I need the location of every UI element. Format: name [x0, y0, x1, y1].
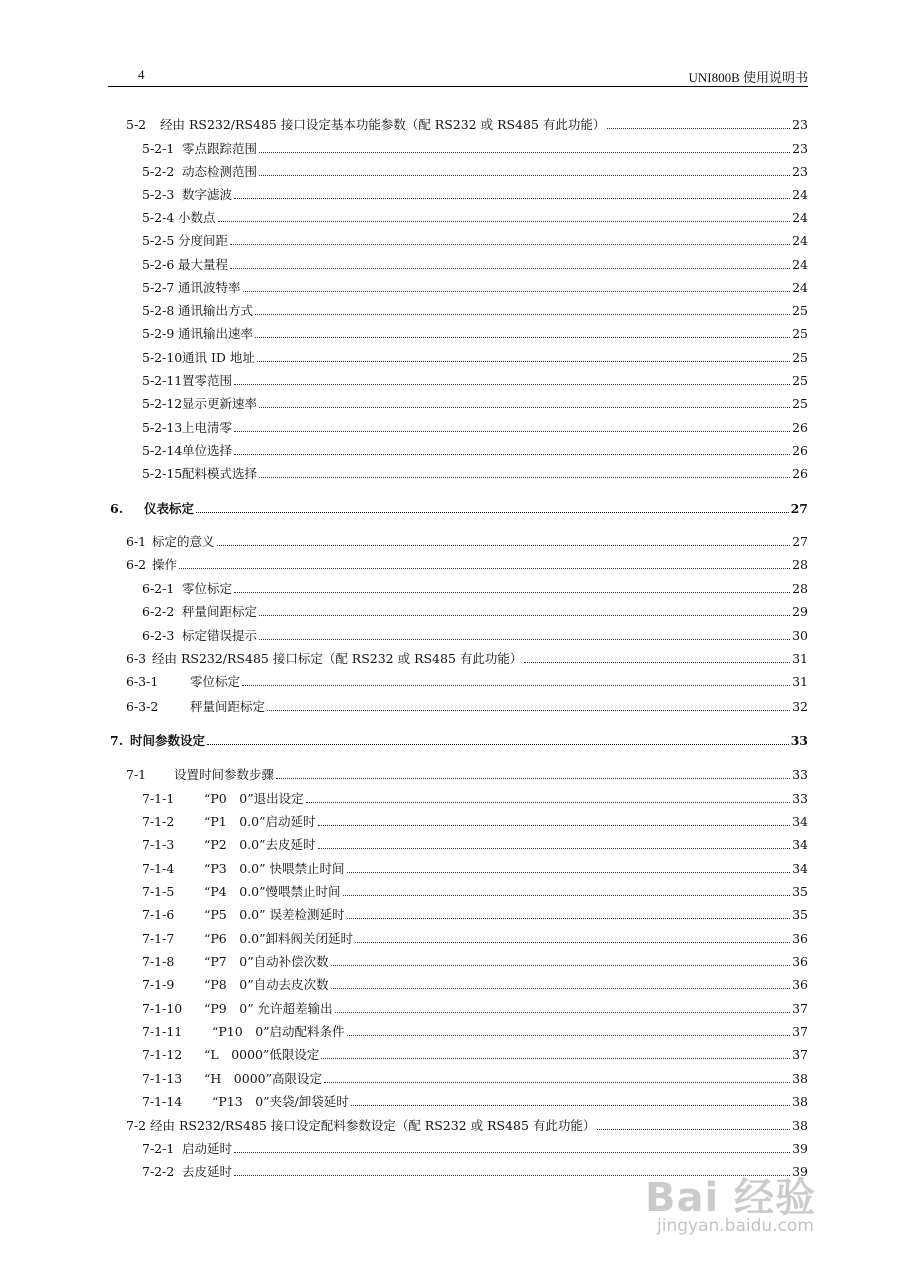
toc-entry-page: 31 [792, 651, 808, 666]
toc-entry-number: 7-1 [126, 767, 147, 782]
toc-entry[interactable] [142, 857, 808, 877]
toc-entry-page: 34 [792, 837, 808, 852]
toc-entry-title: 零点跟踪范围 [182, 141, 258, 156]
toc-entry-page: 31 [792, 674, 808, 689]
toc-entry[interactable] [126, 763, 808, 783]
toc-entry-page: 39 [792, 1141, 808, 1156]
toc-entry-number: 7-1-9 [142, 977, 175, 992]
toc-entry-number: 7-1-7 [142, 931, 175, 946]
toc-entry-title: “P10 0”启动配料条件 [212, 1024, 345, 1039]
toc-entry-number: 5-2-6 [142, 257, 175, 272]
toc-entry-page: 25 [792, 350, 808, 365]
toc-entry[interactable] [142, 1090, 808, 1110]
toc-entry-title: “P4 0.0”慢喂禁止时间 [204, 884, 341, 899]
toc-entry-page: 26 [792, 466, 808, 481]
toc-entry-page: 39 [792, 1164, 808, 1179]
toc-entry[interactable] [142, 833, 808, 853]
toc-entry-page: 24 [792, 210, 808, 225]
toc-entry-page: 24 [792, 187, 808, 202]
toc-entry-title: “P5 0.0” 误差检测延时 [204, 907, 345, 922]
dot-leader [524, 662, 790, 663]
toc-entry[interactable] [142, 600, 808, 620]
toc-entry-title: 小数点 [178, 210, 216, 225]
toc-entry-title: 时间参数设定 [130, 733, 206, 748]
toc-entry-page: 38 [792, 1071, 808, 1086]
dot-leader [234, 1152, 790, 1153]
toc-entry-page: 34 [792, 814, 808, 829]
toc-entry[interactable] [142, 137, 808, 157]
toc-entry[interactable] [142, 973, 808, 993]
toc-entry[interactable] [142, 462, 808, 482]
toc-entry[interactable] [126, 113, 808, 133]
dot-leader [351, 1105, 790, 1106]
dot-leader [318, 825, 790, 826]
toc-entry-number: 6-3-2 [126, 699, 159, 714]
toc-entry-number: 5-2-13 [142, 420, 183, 435]
toc-entry-title: 显示更新速率 [182, 396, 258, 411]
toc-entry-title: 上电清零 [182, 420, 233, 435]
toc-entry-number: 7-1-14 [142, 1094, 183, 1109]
dot-leader [259, 477, 790, 478]
toc-entry-number: 5-2-15 [142, 466, 183, 481]
toc-entry[interactable] [142, 439, 808, 459]
dot-leader [230, 244, 790, 245]
toc-entry-page: 36 [792, 931, 808, 946]
dot-leader [306, 802, 790, 803]
toc-entry[interactable] [126, 695, 808, 715]
toc-entry-page: 26 [792, 420, 808, 435]
toc-entry[interactable] [126, 670, 808, 690]
toc-entry-title: 经由 RS232/RS485 接口设定配料参数设定（配 RS232 或 RS485 有此功能） [150, 1118, 596, 1133]
toc-entry-page: 25 [792, 396, 808, 411]
toc-entry-page: 37 [792, 1001, 808, 1016]
dot-leader [607, 128, 790, 129]
toc-entry-number: 7-1-8 [142, 954, 175, 969]
toc-entry-number: 5-2-1 [142, 141, 175, 156]
dot-leader [243, 291, 790, 292]
toc-entry[interactable] [126, 1114, 808, 1134]
page-number: 4 [138, 67, 145, 82]
dot-leader [255, 314, 790, 315]
toc-entry-number: 5-2 [126, 117, 147, 132]
document-title: UNI800B 使用说明书 [688, 70, 808, 85]
toc-entry[interactable] [142, 369, 808, 389]
dot-leader [335, 1012, 790, 1013]
toc-entry[interactable] [142, 927, 808, 947]
dot-leader [259, 407, 790, 408]
toc-entry-title: 去皮延时 [182, 1164, 233, 1179]
toc-entry[interactable] [110, 729, 808, 749]
toc-entry[interactable] [142, 322, 808, 342]
toc-entry-page: 27 [792, 534, 808, 549]
toc-entry-title: 零位标定 [182, 581, 233, 596]
toc-entry-title: 通讯 ID 地址 [182, 350, 255, 365]
toc-entry-title: 操作 [152, 557, 178, 572]
toc-entry-title: 单位选择 [182, 443, 233, 458]
dot-leader [234, 431, 790, 432]
toc-entry-number: 7-1-3 [142, 837, 175, 852]
toc-entry[interactable] [142, 183, 808, 203]
dot-leader [207, 744, 789, 745]
toc-entry[interactable] [142, 346, 808, 366]
toc-entry-title: “P3 0.0” 快喂禁止时间 [204, 861, 345, 876]
dot-leader [318, 848, 790, 849]
toc-entry-page: 34 [792, 861, 808, 876]
toc-entry-number: 7-1-4 [142, 861, 175, 876]
toc-entry-number: 6-3 [126, 651, 147, 666]
dot-leader [230, 268, 790, 269]
toc-entry-page: 36 [792, 977, 808, 992]
toc-entry-page: 25 [792, 303, 808, 318]
toc-entry-number: 7-1-13 [142, 1071, 183, 1086]
toc-entry-page: 37 [792, 1024, 808, 1039]
toc-entry-page: 23 [792, 164, 808, 179]
toc-entry[interactable] [126, 647, 808, 667]
dot-leader [255, 337, 790, 338]
toc-entry-page: 37 [792, 1047, 808, 1062]
toc-entry-number: 7-1-12 [142, 1047, 183, 1062]
dot-leader [259, 175, 790, 176]
toc-entry-title: 秤量间距标定 [182, 604, 258, 619]
toc-entry-page: 26 [792, 443, 808, 458]
toc-entry-title: 数字滤波 [182, 187, 233, 202]
toc-entry[interactable] [142, 880, 808, 900]
toc-entry[interactable] [142, 1160, 808, 1180]
toc-entry-title: 置零范围 [182, 373, 233, 388]
dot-leader [217, 545, 790, 546]
toc-entry-title: 通讯输出速率 [178, 326, 254, 341]
dot-leader [218, 221, 790, 222]
toc-entry-page: 33 [790, 733, 808, 748]
dot-leader [234, 1175, 790, 1176]
toc-entry[interactable] [142, 1020, 808, 1040]
toc-entry-page: 28 [792, 581, 808, 596]
toc-entry-page: 30 [792, 628, 808, 643]
dot-leader [597, 1129, 790, 1130]
dot-leader [324, 1082, 790, 1083]
toc-entry-title: 经由 RS232/RS485 接口设定基本功能参数（配 RS232 或 RS485 有此功能） [160, 117, 606, 132]
toc-entry-number: 5-2-12 [142, 396, 183, 411]
toc-entry-number: 7-1-6 [142, 907, 175, 922]
toc-entry-number: 6-2-2 [142, 604, 175, 619]
toc-entry-title: “P9 0” 允许超差输出 [204, 1001, 333, 1016]
toc-entry-number: 7-1-5 [142, 884, 175, 899]
toc-entry-page: 24 [792, 257, 808, 272]
dot-leader [267, 710, 790, 711]
toc-entry-page: 35 [792, 884, 808, 899]
toc-entry-number: 7-1-10 [142, 1001, 183, 1016]
toc-entry-title: “P13 0”夹袋/卸袋延时 [212, 1094, 349, 1109]
toc-entry-title: 仪表标定 [144, 501, 195, 516]
toc-entry-number: 6-1 [126, 534, 147, 549]
toc-entry-title: 动态检测范围 [182, 164, 258, 179]
toc-entry-title: “H 0000”高限设定 [204, 1071, 322, 1086]
toc-entry[interactable] [142, 276, 808, 296]
toc-entry-number: 6. [110, 501, 124, 516]
toc-entry[interactable] [142, 416, 808, 436]
toc-entry-page: 38 [792, 1094, 808, 1109]
toc-entry[interactable] [142, 392, 808, 412]
toc-entry-number: 6-2-3 [142, 628, 175, 643]
toc-entry-number: 7-1-2 [142, 814, 175, 829]
watermark-url: jingyan.baidu.com [657, 1216, 814, 1236]
toc-entry-page: 32 [792, 699, 808, 714]
toc-entry-title: “P1 0.0”启动延时 [204, 814, 316, 829]
toc-entry-page: 27 [790, 501, 808, 516]
toc-entry[interactable] [142, 229, 808, 249]
toc-entry-title: “P6 0.0”卸料阀关闭延时 [204, 931, 354, 946]
toc-entry-number: 5-2-14 [142, 443, 183, 458]
dot-leader [179, 568, 790, 569]
dot-leader [355, 942, 790, 943]
toc-entry-title: “P8 0”自动去皮次数 [204, 977, 329, 992]
dot-leader [234, 198, 790, 199]
toc-entry-title: 设置时间参数步骤 [174, 767, 275, 782]
toc-entry-title: “L 0000”低限设定 [204, 1047, 320, 1062]
dot-leader [196, 512, 789, 513]
toc-entry-title: “P2 0.0”去皮延时 [204, 837, 316, 852]
toc-entry[interactable] [126, 553, 808, 573]
toc-entry-number: 5-2-11 [142, 373, 183, 388]
toc-entry[interactable] [142, 787, 808, 807]
dot-leader [259, 639, 790, 640]
toc-entry-number: 7-2-1 [142, 1141, 175, 1156]
toc-entry-page: 29 [792, 604, 808, 619]
toc-entry-page: 28 [792, 557, 808, 572]
toc-entry[interactable] [142, 299, 808, 319]
toc-entry[interactable] [142, 160, 808, 180]
toc-entry-number: 7-1-1 [142, 791, 175, 806]
toc-entry[interactable] [142, 1137, 808, 1157]
toc-entry-number: 5-2-4 [142, 210, 175, 225]
toc-entry[interactable] [142, 253, 808, 273]
toc-entry[interactable] [142, 206, 808, 226]
dot-leader [234, 592, 790, 593]
toc-entry[interactable] [142, 950, 808, 970]
toc-entry-title: 经由 RS232/RS485 接口标定（配 RS232 或 RS485 有此功能） [152, 651, 523, 666]
toc-entry[interactable] [142, 624, 808, 644]
toc-entry-page: 24 [792, 233, 808, 248]
toc-entry[interactable] [142, 577, 808, 597]
toc-entry-number: 6-2-1 [142, 581, 175, 596]
page-header [108, 64, 808, 87]
dot-leader [259, 615, 790, 616]
toc-entry-title: 通讯输出方式 [178, 303, 254, 318]
toc-entry-number: 5-2-9 [142, 326, 175, 341]
toc-entry[interactable] [142, 1043, 808, 1063]
toc-entry-number: 5-2-2 [142, 164, 175, 179]
toc-entry-number: 5-2-3 [142, 187, 175, 202]
toc-entry[interactable] [142, 903, 808, 923]
toc-entry-number: 5-2-10 [142, 350, 183, 365]
toc-entry-number: 5-2-7 [142, 280, 175, 295]
toc-entry-title: 分度间距 [178, 233, 229, 248]
toc-entry-page: 33 [792, 767, 808, 782]
toc-entry-page: 24 [792, 280, 808, 295]
dot-leader [331, 988, 790, 989]
toc-entry-title: “P7 0”自动补偿次数 [204, 954, 329, 969]
toc-entry-title: 最大量程 [178, 257, 229, 272]
toc-entry-number: 6-3-1 [126, 674, 159, 689]
toc-entry-page: 35 [792, 907, 808, 922]
toc-entry-page: 38 [792, 1118, 808, 1133]
toc-entry-title: 标定错误提示 [182, 628, 258, 643]
toc-entry-title: 配料模式选择 [182, 466, 258, 481]
dot-leader [257, 361, 790, 362]
toc-entry[interactable] [126, 530, 808, 550]
dot-leader [347, 918, 791, 919]
dot-leader [242, 685, 790, 686]
toc-entry-title: 通讯波特率 [178, 280, 241, 295]
toc-entry-title: 标定的意义 [152, 534, 215, 549]
dot-leader [234, 384, 790, 385]
toc-entry-number: 5-2-5 [142, 233, 175, 248]
toc-entry-number: 5-2-8 [142, 303, 175, 318]
dot-leader [234, 454, 790, 455]
toc-entry-number: 7-2-2 [142, 1164, 175, 1179]
toc-entry-page: 25 [792, 373, 808, 388]
toc-entry[interactable] [142, 997, 808, 1017]
toc-entry-title: 秤量间距标定 [190, 699, 266, 714]
toc-entry-page: 25 [792, 326, 808, 341]
toc-entry-page: 33 [792, 791, 808, 806]
dot-leader [331, 965, 790, 966]
toc-entry-title: “P0 0”退出设定 [204, 791, 304, 806]
dot-leader [343, 895, 790, 896]
dot-leader [259, 152, 790, 153]
toc-entry-page: 36 [792, 954, 808, 969]
dot-leader [347, 1035, 790, 1036]
toc-entry-page: 23 [792, 141, 808, 156]
dot-leader [276, 778, 790, 779]
toc-entry-number: 7-1-11 [142, 1024, 183, 1039]
toc-entry-title: 启动延时 [182, 1141, 233, 1156]
toc-entry-title: 零位标定 [190, 674, 241, 689]
toc-entry-page: 23 [792, 117, 808, 132]
dot-leader [347, 872, 791, 873]
toc-entry-number: 6-2 [126, 557, 147, 572]
toc-entry-number: 7. [110, 733, 124, 748]
watermark-brand: Bai 经验 [645, 1175, 817, 1221]
toc-entry[interactable] [142, 1067, 808, 1087]
dot-leader [321, 1058, 790, 1059]
toc-entry[interactable] [110, 497, 808, 517]
toc-entry-number: 7-2 [126, 1118, 147, 1133]
toc-entry[interactable] [142, 810, 808, 830]
